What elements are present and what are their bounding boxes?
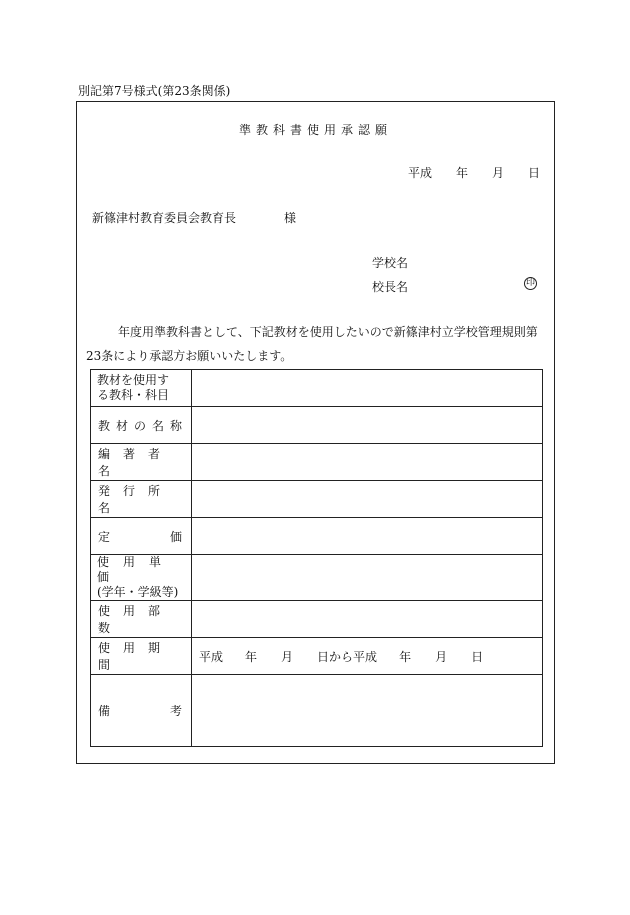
row-label xyxy=(91,370,192,407)
seal-icon: 印 xyxy=(525,278,535,288)
row-label-line2: る教科・科目 xyxy=(97,388,170,402)
period-year-to: 年 xyxy=(399,649,412,664)
row-label xyxy=(91,518,243,555)
table-row xyxy=(91,518,543,555)
row-label-text: 教材の名称 xyxy=(98,418,189,433)
table-row xyxy=(91,370,543,407)
principal-name-label: 校長名 xyxy=(372,280,409,294)
row-value-field[interactable] xyxy=(192,601,543,638)
period-year-from: 年 xyxy=(245,649,258,664)
row-value-field[interactable] xyxy=(192,481,543,518)
table-row xyxy=(91,481,543,518)
period-day-from: 日から平成 xyxy=(317,649,378,664)
row-value-field[interactable] xyxy=(192,407,543,444)
table-row xyxy=(91,444,543,481)
table-row xyxy=(91,555,543,601)
usage-period-field[interactable] xyxy=(192,638,543,675)
request-text: 年度用準教科書として、下記教材を使用したいので新篠津村立学校管理規則第23条により承認方お願いいたします。 xyxy=(86,325,538,363)
row-value-field[interactable] xyxy=(192,444,543,481)
row-label xyxy=(91,555,192,601)
form-caption: 別記第7号様式(第23条関係) xyxy=(78,84,231,98)
row-value-field[interactable] xyxy=(192,555,543,601)
date-era: 平成 xyxy=(408,166,433,180)
row-label-text: 備考 xyxy=(98,704,243,718)
row-label xyxy=(91,481,192,518)
school-name-label: 学校名 xyxy=(372,256,409,270)
row-label-text: 発行所名 xyxy=(98,484,174,515)
period-month-to: 月 xyxy=(435,649,448,664)
row-label-text: 使用期間 xyxy=(98,641,174,672)
row-label-text: 編著者名 xyxy=(98,447,174,478)
date-day: 日 xyxy=(528,166,541,180)
date-year: 年 xyxy=(456,166,469,180)
row-label-text: 使用部数 xyxy=(98,604,174,635)
row-label xyxy=(91,601,192,638)
row-value-field[interactable] xyxy=(192,675,543,747)
row-label xyxy=(91,638,192,675)
table-row xyxy=(91,407,543,444)
row-label xyxy=(91,444,192,481)
row-label xyxy=(91,675,243,747)
row-value-field[interactable] xyxy=(192,518,543,555)
period-month-from: 月 xyxy=(281,649,294,664)
addressee: 新篠津村教育委員会教育長 xyxy=(92,211,237,225)
application-form xyxy=(76,101,555,764)
period-day-to: 日 xyxy=(471,649,484,664)
date-month: 月 xyxy=(492,166,505,180)
row-label-line1: 使用単価 xyxy=(97,555,176,584)
row-label-line1: 教材を使用す xyxy=(97,373,170,387)
row-label-line2: (学年・学級等) xyxy=(97,585,179,599)
row-label xyxy=(91,407,192,444)
addressee-honorific: 様 xyxy=(284,211,297,225)
application-date xyxy=(408,164,540,181)
form-title: 準教科書使用承認願 xyxy=(238,123,392,137)
table-row xyxy=(91,675,543,747)
row-value-field[interactable] xyxy=(192,370,543,407)
table-row xyxy=(91,638,543,675)
period-era-from: 平成 xyxy=(199,649,224,664)
material-table xyxy=(90,369,543,747)
table-row xyxy=(91,601,543,638)
row-label-text: 定価 xyxy=(98,529,243,544)
